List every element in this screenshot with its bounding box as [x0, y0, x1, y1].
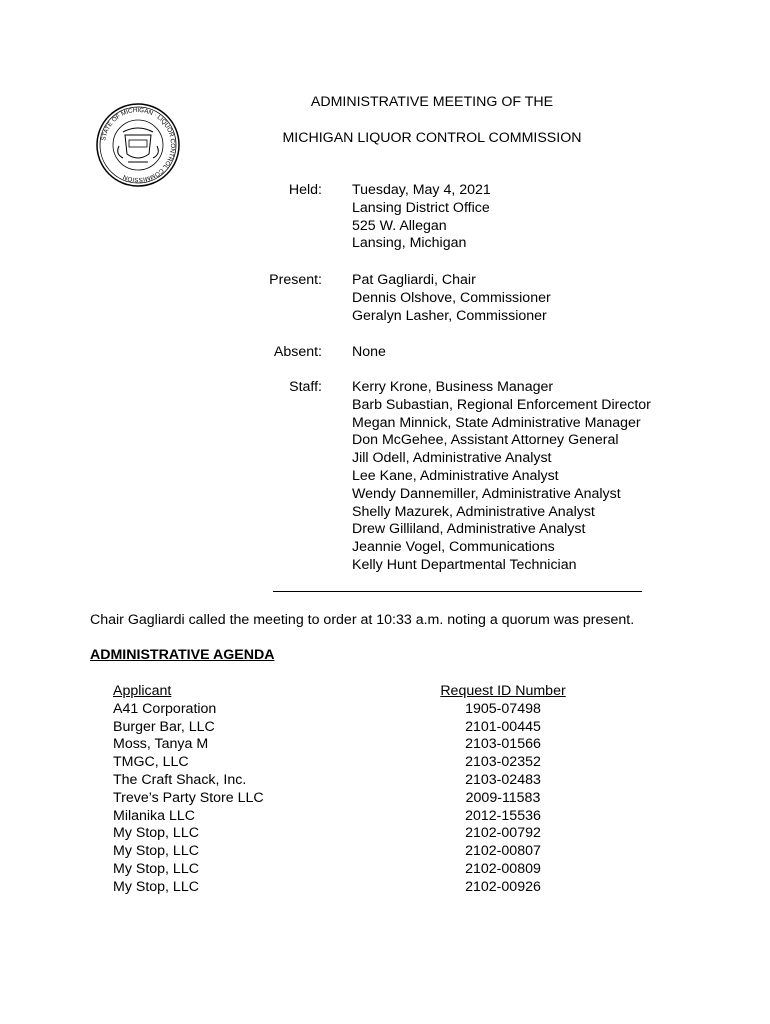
agenda-table [113, 683, 633, 897]
svg-text:STATE OF MICHIGAN · LIQUOR CON: STATE OF MICHIGAN · LIQUOR CONTROL COMMISSION [100, 106, 177, 184]
title-line-1: ADMINISTRATIVE MEETING OF THE [310, 94, 554, 110]
applicant-cell: My Stop, LLC [113, 843, 199, 860]
applicant-cell: Burger Bar, LLC [113, 718, 215, 735]
request-id-cell: 2102-00792 [465, 825, 541, 842]
staff-line: Barb Subastian, Regional Enforcement Director [352, 396, 651, 413]
request-id-cell: 2101-00445 [465, 718, 541, 735]
request-id-cell: 1905-07498 [465, 700, 541, 717]
absent-list [352, 344, 386, 362]
staff-list [352, 379, 651, 575]
table-row [113, 808, 633, 826]
col-request-header: Request ID Number [440, 683, 566, 699]
request-id-cell: 2103-01566 [465, 736, 541, 753]
request-id-cell: 2102-00809 [465, 860, 541, 877]
applicant-cell: Milanika LLC [113, 807, 196, 824]
staff-line: Jeannie Vogel, Communications [352, 539, 555, 556]
table-row [113, 843, 633, 861]
title-line-2: MICHIGAN LIQUOR CONTROL COMMISSION [282, 130, 582, 146]
table-row [113, 719, 633, 737]
staff-line: Lee Kane, Administrative Analyst [352, 467, 559, 484]
request-id-cell: 2103-02352 [465, 754, 541, 771]
staff-line: Megan Minnick, State Administrative Manager [352, 414, 641, 431]
request-id-cell: 2102-00926 [465, 878, 541, 895]
request-id-cell: 2009-11583 [465, 789, 541, 806]
staff-line: Kerry Krone, Business Manager [352, 379, 554, 395]
held-list [352, 182, 491, 253]
held-line: Tuesday, May 4, 2021 [352, 182, 491, 198]
request-id-cell: 2102-00807 [465, 843, 541, 860]
staff-line: Kelly Hunt Departmental Technician [352, 556, 577, 573]
held-line: Lansing, Michigan [352, 235, 467, 252]
staff-line: Jill Odell, Administrative Analyst [352, 450, 552, 467]
held-label: Held: [288, 182, 322, 198]
applicant-cell: Treve’s Party Store LLC [113, 789, 264, 806]
table-row [113, 879, 633, 897]
table-row [113, 825, 633, 843]
agenda-table-header [113, 683, 633, 701]
absent-line: None [352, 344, 386, 360]
staff-line: Drew Gilliland, Administrative Analyst [352, 521, 586, 538]
present-list [352, 272, 551, 325]
applicant-cell: My Stop, LLC [113, 860, 199, 877]
applicant-cell: A41 Corporation [113, 700, 217, 717]
table-row [113, 772, 633, 790]
absent-label: Absent: [273, 344, 322, 360]
table-row [113, 790, 633, 808]
applicant-cell: My Stop, LLC [113, 825, 199, 842]
held-line: 525 W. Allegan [352, 217, 447, 234]
staff-label: Staff: [289, 379, 322, 395]
table-row [113, 754, 633, 772]
section-divider [273, 591, 642, 592]
applicant-cell: The Craft Shack, Inc. [113, 771, 247, 788]
present-line: Geralyn Lasher, Commissioner [352, 307, 547, 324]
held-line: Lansing District Office [352, 199, 490, 216]
agenda-heading: ADMINISTRATIVE AGENDA [90, 647, 275, 663]
present-line: Dennis Olshove, Commissioner [352, 289, 551, 306]
request-id-cell: 2012-15536 [465, 807, 541, 824]
present-label: Present: [269, 272, 322, 288]
applicant-cell: My Stop, LLC [113, 878, 199, 895]
present-line: Pat Gagliardi, Chair [352, 272, 476, 288]
table-row [113, 861, 633, 879]
staff-line: Don McGehee, Assistant Attorney General [352, 432, 619, 449]
staff-line: Shelly Mazurek, Administrative Analyst [352, 503, 595, 520]
table-row [113, 701, 633, 719]
request-id-cell: 2103-02483 [465, 771, 541, 788]
applicant-cell: TMGC, LLC [113, 754, 189, 771]
table-row [113, 736, 633, 754]
call-to-order: Chair Gagliardi called the meeting to order at 10:33 a.m. noting a quorum was present. [90, 612, 635, 628]
col-applicant-header: Applicant [113, 683, 172, 699]
applicant-cell: Moss, Tanya M [113, 736, 209, 753]
staff-line: Wendy Dannemiller, Administrative Analyst [352, 485, 621, 502]
